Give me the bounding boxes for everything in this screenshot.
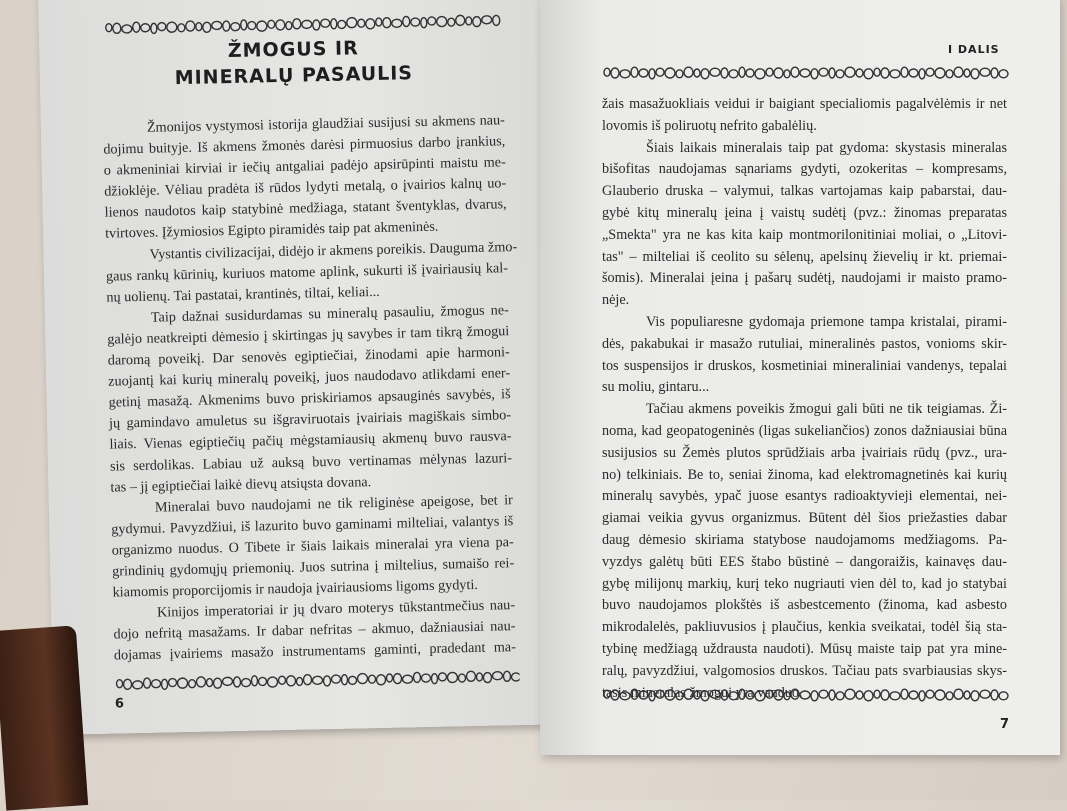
ornament-stone [639,69,648,77]
ornament-stone [980,690,990,698]
text-line: tybinę medžiagą uždrausta naudoti). Mūsų maiste taip pat yra mine- [602,640,1007,657]
section-header: I DALIS [948,43,1000,56]
ornament-stone [919,691,925,701]
ornament-stone [338,20,346,28]
ornament-stone [122,25,132,33]
ornament-stone [611,68,619,78]
text-line: getinį masažą. Akmenims buvo priskiriamos apsauginės savybės, iš [108,386,511,411]
left-body-text [103,110,516,667]
right-body-text [602,94,1007,704]
ornament-stone [791,689,799,699]
title-line-2: MINERALŲ PASAULIS [174,62,414,90]
text-line: lovomis iš poliruotų nefrito gabalėlių. [602,117,817,134]
ornament-stone [302,20,312,28]
ornament-stone [746,691,754,699]
ornament-stone [631,689,638,699]
ornament-stone [323,676,330,686]
ornament-stone [267,677,277,687]
ornament-stone [631,67,638,77]
text-line: bišofitas naudojamas sąnariams gydyti, ozokeritas – kompresams, [602,161,1007,178]
text-line: tas" – milteliai iš ceolito su sėlenų, apelsinų žievelių ir kt. priemai- [602,248,1007,265]
text-line: buvo naudojamos plokštės iš asbestcemento (žinoma, kad asbesto [602,597,1007,614]
ornament-stone [321,19,330,27]
ornament-stone [428,17,436,25]
bottom-ornament-border [602,687,1014,703]
ornament-stone [890,692,900,700]
ornament-stone [721,690,728,700]
text-line: ralų, pavyzdžiui, valgomosios druskos. Tačiau pats svarbiausias skys- [602,662,1007,679]
text-line: tvirtoves. Įžymiosios Egipto piramidės taip pat akmeninės. [104,219,439,243]
ornament-stone [403,16,410,26]
ornament-stone [935,690,945,700]
ornament-stone [811,691,818,701]
ornament-stone [864,69,873,79]
text-line: giamai veikia gyvus organizmus. Būtent dėl šios priežasties dabar [602,510,1007,527]
ornament-stone [701,691,709,701]
top-ornament-border [602,65,1010,81]
ornament-stone [856,69,863,77]
ornament-stone [296,677,302,685]
ornament-stone [233,677,240,687]
ornament-stone [774,68,783,78]
ornament-stone [649,691,655,701]
text-line: gydymui. Pavyzdžiui, iš lazurito buvo gaminami milteliai, valantys iš [111,512,514,538]
ornament-stone [421,674,430,682]
ornament-stone [178,24,185,32]
ornament-stone [656,68,664,76]
ornament-stone [971,69,979,79]
text-line: no) telkiniais. Be to, seniai žinoma, kad elektromagnetinės kai kurių [602,466,1007,483]
text-line: kiamomis proporcijomis ir naudoja įvairiausioms ligoms gydyti. [112,576,479,601]
text-line: Taip dažnai susidurdamas su mineralų pasauliu, žmogus ne- [150,302,509,326]
ornament-stone [701,69,709,79]
ornament-stone [694,69,700,77]
text-line: Mineralai buvo naudojami ne tik religinėse apeigose, bet ir [154,491,513,516]
ornament-stone [431,674,437,684]
ornament-stone [286,21,292,29]
ornament-stone [881,690,889,700]
ornament-stone [864,691,873,701]
text-line: dojimu buityje. Iš akmens žmonės darėsi pirmuosius darbo įrankius, [103,133,506,158]
ornament-stone [492,672,502,680]
ornament-stone [999,692,1008,700]
ornament-stone [376,18,382,26]
ornament-stone [604,68,610,76]
text-line: grindinių gydomųjų priemonių. Juos sutrina į miltelius, sumaišo rei- [112,555,515,580]
ornament-stone [511,673,519,681]
ornament-stone [964,69,970,77]
ornament-stone [133,22,140,32]
ornament-stone [935,68,945,78]
ornament-stone [503,671,510,681]
ornament-stone [482,16,492,24]
text-line: organizmo nuodus. O Tibete ir šiais laikais mineralai yra viena pa- [111,534,514,559]
ornament-stone [438,673,446,681]
ornament-stone [186,21,195,31]
ornament-stone [303,675,311,685]
ornament-stone [729,692,738,700]
ornament-stone [276,20,285,30]
ornament-stone [151,680,160,688]
ornament-stone [971,691,979,701]
ornament-stone [774,690,783,700]
wooden-object [0,625,88,810]
ornament-stone [829,68,835,78]
ornament-stone [739,689,745,699]
ornament-stone [656,690,664,698]
text-line: nų uolienų. Tai pastatai, krantinės, tiltai, keliai... [106,283,380,306]
ornament-stone [106,24,112,32]
ornament-stone [206,678,212,686]
ornament-stone [231,23,240,31]
ornament-stone [473,17,481,27]
ornament-stone [845,67,855,77]
ornament-stone [456,15,465,25]
ornament-stone [241,20,247,30]
ornament-stone [946,70,953,78]
ornament-stone [710,68,720,76]
ornament-stone [784,70,790,78]
ornament-stone [946,692,953,700]
ornament-stone [649,69,655,79]
ornament-stone [241,679,250,687]
ornament-stone [258,677,266,685]
ornament-stone [954,67,963,77]
ornament-stone [376,675,385,685]
ornament-stone [331,675,340,683]
ornament-stone [694,691,700,699]
ornament-stone [132,681,142,689]
text-line: gybė kitų mineralų įeina į vaistų sudėtį (pvz.: žinomas preparatas [602,204,1007,221]
ornament-stone [466,17,472,25]
ornament-stone [684,689,693,699]
ornament-stone [811,69,818,79]
text-line: Tačiau akmens poveikis žmogui gali būti ne tik teigiamas. Ži- [646,401,1007,418]
ornament-stone [766,690,773,698]
ornament-stone [143,678,150,688]
ornament-stone [991,690,998,700]
text-line: Vis populiaresne gydomaja priemone tampa kristalai, pirami- [646,313,1007,330]
ornament-stone [999,70,1008,78]
ornament-stone [212,21,222,29]
ornament-stone [268,20,275,28]
title-line-1: ŽMOGUS IR [227,37,359,63]
ornament-stone [665,68,675,78]
ornament-stone [161,679,167,689]
ornament-stone [784,692,790,700]
text-line: dojamas įvairiems masažo instrumentams gaminti, pradedant ma- [113,639,517,664]
text-line: šomis). Mineralai įeina į pašarų sudėtį, naudojami ir maisto pramo- [602,270,1007,287]
ornament-stone [213,678,221,688]
text-line: daug dėmesio skiriama statybose naudojamoms medžiagoms. Pa- [602,531,1007,548]
ornament-stone [248,21,256,29]
ornament-stone [800,691,810,699]
text-line: Šiais laikais mineralais taip pat gydoma: skystasis mineralas [646,139,1007,156]
left-page [38,0,561,735]
ornament-stone [421,18,427,28]
ornament-stone [366,19,375,29]
ornament-stone [168,678,176,686]
ornament-stone [113,23,121,33]
ornament-stone [347,18,357,28]
ornament-stone [611,690,619,700]
ornament-stone [222,677,232,685]
ornament-stone [141,24,150,32]
ornament-stone [604,690,610,698]
ornament-stone [251,676,257,686]
ornament-stone [437,16,447,26]
page-number: 7 [1000,717,1010,732]
text-line: Vystantis civilizacijai, didėjo ir akmens poreikis. Dauguma žmo- [149,238,518,263]
ornament-stone [964,691,970,699]
ornament-stone [313,20,320,30]
text-line: dės, pakabukai ir masažo rutuliai, mineralinės pastos, vonioms skir- [602,335,1007,352]
ornament-stone [639,691,648,699]
ornament-stone [909,69,918,77]
ornament-stone [493,15,500,25]
ornament-stone [874,68,880,76]
ornament-stone [926,690,934,698]
ornament-stone [980,68,990,76]
ornament-stone [836,70,844,78]
ornament-stone [676,692,683,700]
text-line: „Smekta" yra ne kas kita kaip montmorilonitiniai moliai, o „Litovi- [602,226,1007,243]
text-line: tas – jį egiptiečiai laikė dievų atsiųsta dovana. [110,473,372,496]
ornament-stone [386,674,392,682]
text-line: nėje. [602,292,630,309]
ornament-stone [411,18,420,26]
ornament-stone [402,675,412,683]
ornament-stone [926,68,934,76]
ornament-stone [358,19,365,27]
ornament-stone [954,689,963,699]
ornament-stone [665,690,675,700]
ornament-stone [203,22,211,32]
ornament-stone [755,69,765,79]
text-line: jų gamindavo amuletus su išgraviruotais įvairiais magiškais simbo- [108,407,512,432]
ornament-stone [901,689,908,699]
ornament-stone [845,689,855,699]
ornament-stone [710,690,720,698]
ornament-stone [819,690,828,698]
right-page [540,0,1060,755]
ornament-stone [991,68,998,78]
text-line: mineralų savybės, ypač juose esantys radioaktyvieji elementai, nei- [602,488,1007,505]
ornament-stone [620,692,630,700]
ornament-stone [357,673,367,683]
ornament-stone [739,67,745,77]
text-line: noma, kad geopatogeninės (ligas sukeliančios) zonos dažniausiai būna [602,422,1007,439]
ornament-stone [483,672,491,682]
ornament-stone [766,68,773,76]
ornament-stone [901,67,908,77]
ornament-stone [721,68,728,78]
ornament-stone [286,676,295,686]
text-line: gaus rankų kūrinių, kuriuos matome aplink, sukurti iš įvairiausių kal- [105,259,509,285]
ornament-stone [158,23,166,31]
chapter-title [39,33,548,92]
ornament-stone [856,691,863,699]
ornament-stone [293,19,301,29]
ornament-stone [836,692,844,700]
ornament-stone [196,677,205,687]
text-line: o akmeniniai kirviai ir iečių antgaliai padėjo apsirūpinti maistu me- [103,154,506,179]
ornament-stone [791,67,799,77]
text-line: Kinijos imperatoriai ir jų dvaro moterys tūkstantmečius nau- [156,597,516,621]
ornament-stone [341,675,347,685]
top-ornament-border [104,12,504,36]
text-line: vyzdys galėtų būti EES štabo būstinė – dangoraižis, kainavęs dau- [602,553,1007,570]
ornament-stone [348,676,356,684]
ornament-stone [458,674,465,682]
ornament-stone [383,18,391,28]
ornament-stone [746,69,754,77]
ornament-stone [447,672,457,682]
ornament-stone [755,691,765,701]
text-line: daromą poveikį. Dar senovės egiptiečiai, žinodami apie harmoni- [107,344,510,369]
ornament-stone [620,70,630,78]
ornament-stone [684,67,693,77]
ornament-stone [413,672,420,682]
ornament-stone [257,21,267,31]
ornament-stone [392,19,402,27]
ornament-stone [729,70,738,78]
ornament-stone [466,671,475,681]
text-line: mikrodalelės, pakliuvusios į plaučius, kenkia sveikatai, todėl šią sta- [602,619,1007,636]
text-line: tasis mineralas žmogui yra vanduo. [602,684,803,701]
text-line: su moliu, gintaru... [602,379,710,396]
text-line: Žmonijos vystymosi istorija glaudžiai susijusi su akmens nau- [146,112,505,136]
text-line: tos suspensijos ir druskos, kosmetiniai mineraliniai vandenys, tepalai [602,357,1007,374]
ornament-stone [188,680,195,688]
ornament-stone [123,679,131,689]
text-line: galėjo neatkreipti dėmesio į skirtingas jų savybes ir tam tikrą žmogui [107,323,510,348]
text-line: gybę milijonų markių, kurį teko nugriauti vien dėl to, kad jo statybai [602,575,1007,592]
ornament-stone [448,18,455,26]
text-line: zuojantį kai kurių mineralų poveikį, juos naudodavo atlikdami ener- [108,365,511,390]
ornament-stone [881,68,889,78]
ornament-stone [151,23,157,33]
ornament-stone [167,22,177,32]
bottom-ornament-border [114,668,519,692]
text-line: džioklėje. Vėliau pradėta iš rūdos lydyti metalą, o įvairios kalnų uo- [104,175,507,200]
text-line: žais masažuokliais veidui ir baigiant specialiomis pagalvėlėmis ir net [602,96,1007,112]
ornament-stone [829,690,835,700]
ornament-stone [393,674,401,684]
ornament-stone [312,676,322,684]
ornament-stone [331,19,337,29]
ornament-stone [874,690,880,698]
ornament-stone [476,673,482,681]
text-line: dojo nefritą masažams. Ir dabar nefritas – akmuo, dažniausiai nau- [113,618,516,643]
ornament-stone [819,68,828,76]
ornament-stone [890,70,900,78]
text-line: susijusios su Žemės plutos sprūdžiais arba įvairiais rūdų (pvz., ura- [602,444,1007,461]
text-line: sis serdolikas. Labiau už auksą buvo vertinamas mėlynas lazuri- [109,449,513,475]
page-number: 6 [114,696,125,712]
ornament-stone [676,70,683,78]
ornament-stone [800,69,810,77]
ornament-stone [909,691,918,699]
ornament-stone [223,21,230,31]
text-line: liais. Vienas egiptiečių pačių mėgstamiausių akmenų buvo rausva- [109,428,512,454]
ornament-stone [196,23,202,31]
ornament-stone [177,678,187,688]
text-line: Glauberio druska – valymui, talkas vartojamas kaip pabarstai, dau- [602,183,1007,200]
ornament-stone [368,675,375,683]
ornament-stone [116,680,122,688]
text-line: lienos naudotos kaip statybinė medžiaga, statant šventyklas, dvarus, [104,196,507,222]
ornament-stone [919,69,925,79]
ornament-stone [278,676,285,684]
